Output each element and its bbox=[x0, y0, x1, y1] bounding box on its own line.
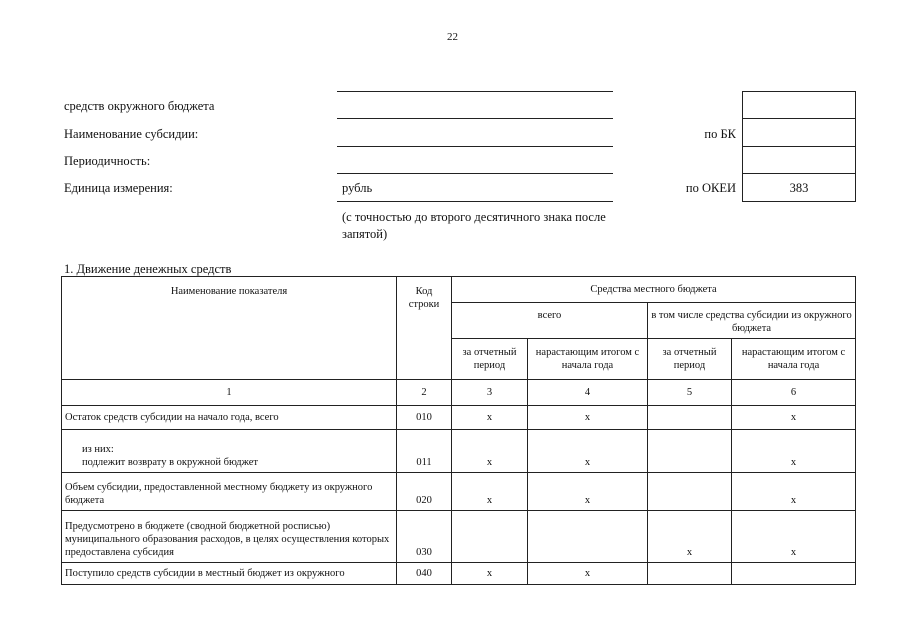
unit-value: рубль bbox=[342, 181, 373, 195]
row-name: Предусмотрено в бюджете (сводной бюджетной росписью) муниципального образования расходов, в целях осуществления которых предоставлена субсидия bbox=[62, 511, 397, 563]
cell-value[interactable]: х bbox=[732, 473, 856, 511]
header-cumulative-subsidy: нарастающим итогом с начала года bbox=[732, 339, 856, 380]
cell-value[interactable]: х bbox=[528, 563, 648, 585]
row-code: 011 bbox=[397, 430, 452, 473]
row-code: 040 bbox=[397, 563, 452, 585]
code-label-okei: по ОКЕИ bbox=[685, 181, 736, 195]
column-number: 6 bbox=[732, 380, 856, 406]
row-code: 020 bbox=[397, 473, 452, 511]
page-number: 22 bbox=[447, 31, 458, 43]
row-name: Поступило средств субсидии в местный бюджет из окружного bbox=[62, 563, 397, 585]
cell-value[interactable]: х bbox=[452, 563, 528, 585]
code-label-bk: по БК bbox=[704, 127, 736, 141]
header-cumulative: нарастающим итогом с начала года bbox=[528, 339, 648, 380]
field-label-budget: средств окружного бюджета bbox=[64, 99, 215, 113]
okei-code-value: 383 bbox=[789, 181, 809, 195]
row-code: 030 bbox=[397, 511, 452, 563]
code-box-3[interactable] bbox=[742, 146, 856, 174]
cell-value[interactable]: х bbox=[732, 406, 856, 430]
fill-line-budget[interactable] bbox=[337, 118, 613, 119]
cash-flow-table bbox=[61, 276, 856, 585]
row-code: 010 bbox=[397, 406, 452, 430]
cell-value[interactable] bbox=[732, 563, 856, 585]
cell-value[interactable]: х bbox=[452, 430, 528, 473]
field-label-subsidy-name: Наименование субсидии: bbox=[64, 127, 199, 141]
header-row-code: Код строки bbox=[397, 277, 452, 380]
field-label-unit: Единица измерения: bbox=[64, 181, 173, 195]
cell-value[interactable]: х bbox=[452, 473, 528, 511]
precision-note: (с точностью до второго десятичного знака после запятой) bbox=[342, 210, 606, 241]
row-name: подлежит возврату в окружной бюджет bbox=[82, 457, 258, 468]
fill-line-top bbox=[337, 91, 613, 92]
cell-value[interactable]: х bbox=[648, 511, 732, 563]
code-box-bk[interactable] bbox=[742, 118, 856, 147]
section-title: 1. Движение денежных средств bbox=[64, 262, 232, 276]
table-row bbox=[62, 430, 856, 473]
cell-value[interactable]: х bbox=[452, 406, 528, 430]
header-period-subsidy: за отчетный период bbox=[648, 339, 732, 380]
header-indicator-name: Наименование показателя bbox=[62, 277, 397, 380]
code-box-1[interactable] bbox=[742, 91, 856, 119]
cell-value[interactable] bbox=[528, 511, 648, 563]
table-row bbox=[62, 473, 856, 511]
table-row bbox=[62, 406, 856, 430]
header-local-budget: Средства местного бюджета bbox=[452, 277, 856, 303]
column-number: 3 bbox=[452, 380, 528, 406]
cell-value[interactable] bbox=[648, 563, 732, 585]
column-number: 2 bbox=[397, 380, 452, 406]
header-subsidy-share: в том числе средства субсидии из окружного бюджета bbox=[648, 303, 856, 339]
table-row bbox=[62, 563, 856, 585]
row-name: Остаток средств субсидии на начало года, всего bbox=[62, 406, 397, 430]
column-number: 1 bbox=[62, 380, 397, 406]
row-name-intro: из них: bbox=[82, 444, 114, 455]
cell-value[interactable]: х bbox=[732, 511, 856, 563]
cell-value[interactable]: х bbox=[528, 473, 648, 511]
cell-value[interactable]: х bbox=[528, 406, 648, 430]
fill-line-periodicity[interactable] bbox=[337, 173, 613, 174]
cell-value[interactable]: х bbox=[528, 430, 648, 473]
cell-value[interactable] bbox=[648, 406, 732, 430]
cell-value[interactable]: х bbox=[732, 430, 856, 473]
header-period: за отчетный период bbox=[452, 339, 528, 380]
fill-line-unit[interactable] bbox=[337, 201, 613, 202]
header-total: всего bbox=[452, 303, 648, 339]
field-label-periodicity: Периодичность: bbox=[64, 154, 151, 168]
column-number: 5 bbox=[648, 380, 732, 406]
fill-line-subsidy-name[interactable] bbox=[337, 146, 613, 147]
row-name-cell bbox=[62, 430, 397, 473]
cell-value[interactable] bbox=[452, 511, 528, 563]
table-row bbox=[62, 511, 856, 563]
cell-value[interactable] bbox=[648, 473, 732, 511]
cell-value[interactable] bbox=[648, 430, 732, 473]
column-number: 4 bbox=[528, 380, 648, 406]
row-name: Объем субсидии, предоставленной местному бюджету из окружного бюджета bbox=[62, 473, 397, 511]
